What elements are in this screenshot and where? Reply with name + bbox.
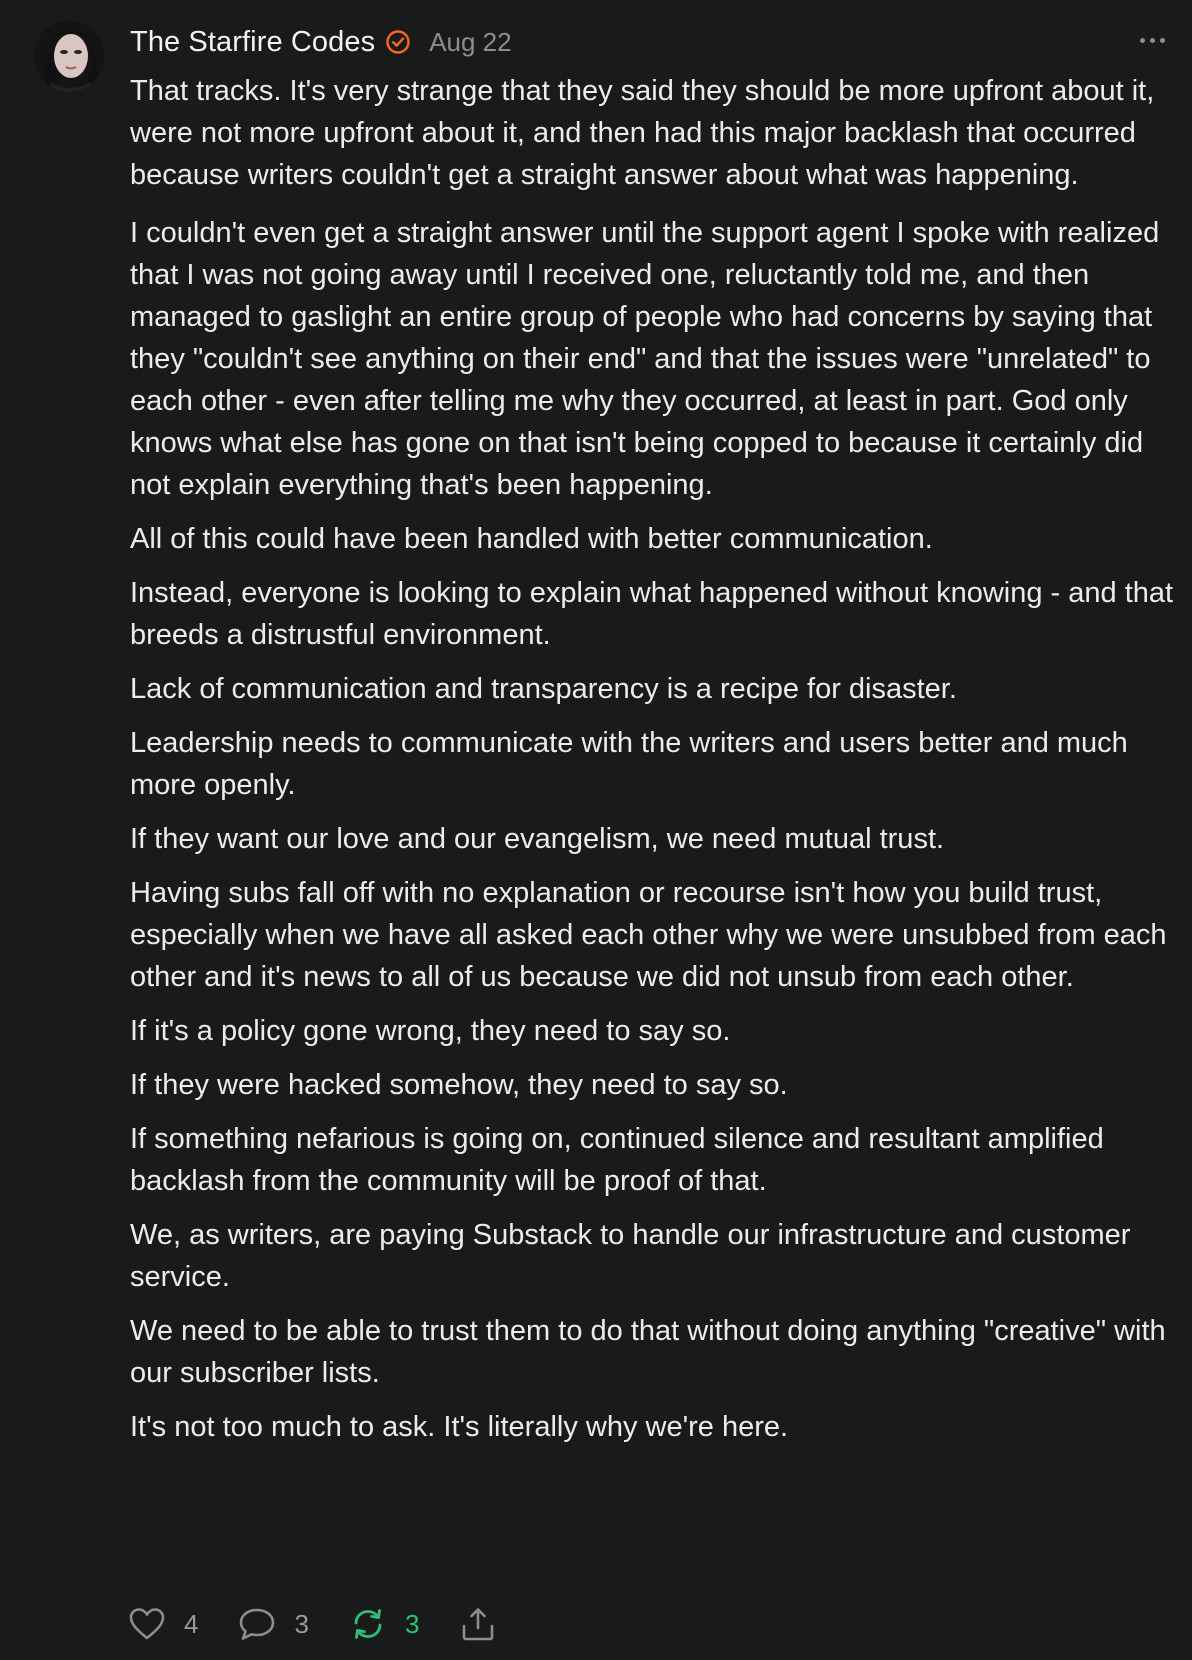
restack-arrows-icon: [349, 1606, 387, 1642]
comment-paragraph: I couldn't even get a straight answer until the support agent I spoke with realized that I was not going away until I received one, reluctantly told me, and then managed to gaslight an entire group of people who had concerns by saying that they "couldn't see anything on their end" and that the issues were "unrelated" to each other - even after telling me why they occurred, at least in part. God only knows what else has gone on that isn't being copped to because it certainly did not explain everything that's been happening.: [130, 217, 1160, 501]
comment-paragraph: All of this could have been handled with better communication.: [130, 523, 933, 555]
avatar[interactable]: [33, 20, 105, 92]
comment-paragraph: Leadership needs to communicate with the writers and users better and much more openly.: [130, 727, 1128, 801]
author-name[interactable]: The Starfire Codes: [130, 25, 376, 58]
verified-check-icon: [385, 29, 411, 55]
like-count: 4: [184, 1608, 199, 1639]
comment-paragraph: Lack of communication and transparency is a recipe for disaster.: [130, 673, 957, 705]
comment-paragraph: Instead, everyone is looking to explain what happened without knowing - and that breeds a distrustful environment.: [130, 577, 1174, 651]
share-upload-icon: [459, 1606, 497, 1642]
comment-paragraph: If something nefarious is going on, continued silence and resultant amplified backlash from the community will be proof of that.: [130, 1123, 1104, 1197]
more-dots-icon[interactable]: [1132, 30, 1172, 50]
speech-bubble-icon: [238, 1606, 276, 1642]
comment-header: [130, 22, 512, 62]
restack-button[interactable]: [349, 1606, 419, 1642]
avatar-image: [33, 20, 105, 92]
comment-paragraph: If it's a policy gone wrong, they need to say so.: [130, 1015, 731, 1047]
comment-paragraph: We, as writers, are paying Substack to handle our infrastructure and customer service.: [130, 1219, 1131, 1293]
comment-paragraph: If they were hacked somehow, they need to say so.: [130, 1069, 788, 1101]
comment-paragraph: That tracks. It's very strange that they said they should be more upfront about it, were not more upfront about it, and then had this major backlash that occurred because writers couldn't get a straight answer about what was happening.: [130, 75, 1155, 191]
comment-body: [130, 70, 1175, 1464]
reply-button[interactable]: [238, 1606, 308, 1642]
restack-count: 3: [404, 1608, 420, 1639]
comment-paragraph: It's not too much to ask. It's literally why we're here.: [130, 1411, 789, 1443]
comment-actions: [128, 1602, 537, 1646]
reply-count: 3: [294, 1608, 309, 1639]
comment-paragraph: We need to be able to trust them to do that without doing anything "creative" with our subscriber lists.: [130, 1315, 1166, 1389]
comment-paragraph: Having subs fall off with no explanation or recourse isn't how you build trust, especially when we have all asked each other why we were unsubbed from each other and it's news to all of us because we did not unsub from each other.: [130, 877, 1167, 993]
like-button[interactable]: [128, 1606, 198, 1642]
heart-icon: [128, 1606, 166, 1642]
share-button[interactable]: [459, 1606, 497, 1642]
comment-paragraph: If they want our love and our evangelism, we need mutual trust.: [130, 823, 945, 855]
comment-date[interactable]: Aug 22: [429, 26, 512, 57]
